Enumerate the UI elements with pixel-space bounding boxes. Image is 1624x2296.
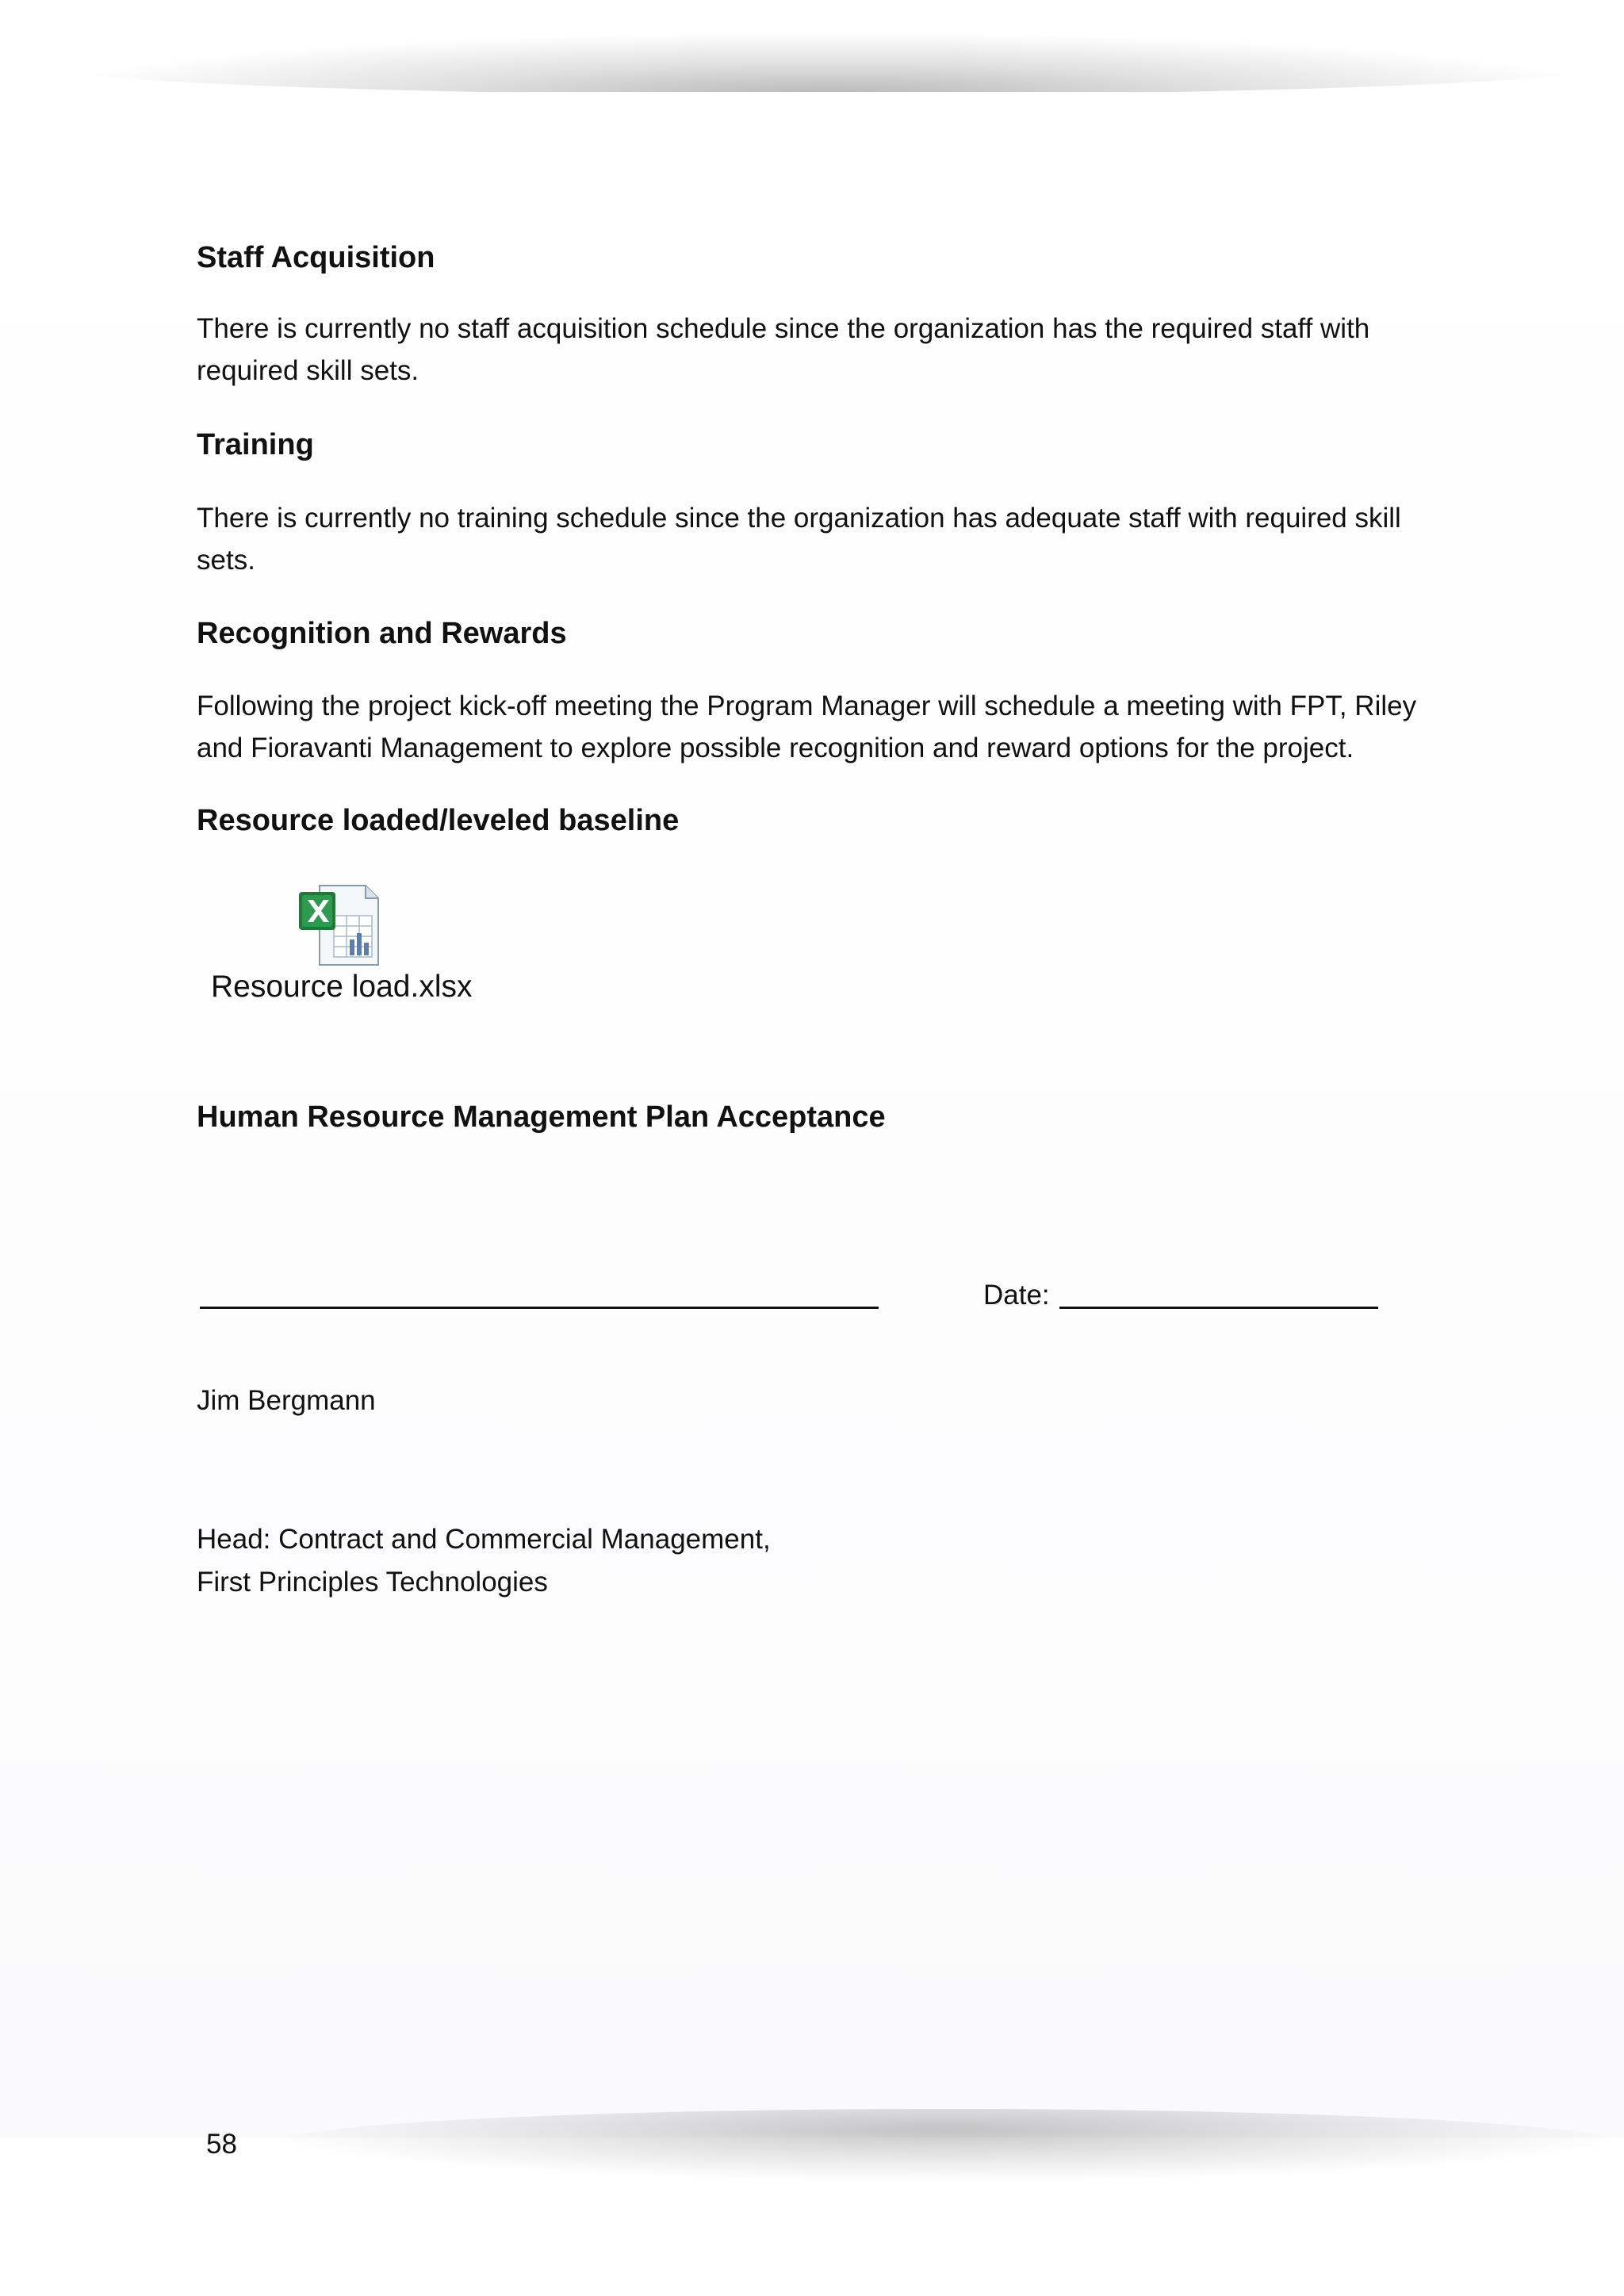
signer-name: Jim Bergmann <box>197 1385 376 1416</box>
paragraph-line: Following the project kick-off meeting the Program Manager will schedule a meeting with FPT, Riley <box>197 691 1417 721</box>
paragraph-line: sets. <box>197 545 255 576</box>
signer-title: Head: Contract and Commercial Management, <box>197 1524 771 1555</box>
paragraph-line: required skill sets. <box>197 355 419 386</box>
paragraph-staff-acquisition <box>197 308 1434 392</box>
heading-recognition-rewards: Recognition and Rewards <box>197 617 567 650</box>
page-number: 58 <box>206 2129 237 2160</box>
date-line <box>1059 1307 1378 1309</box>
attachment-file-name[interactable]: Resource load.xlsx <box>211 970 473 1004</box>
heading-staff-acquisition: Staff Acquisition <box>197 241 435 274</box>
paragraph-training <box>197 497 1434 581</box>
paragraph-recognition-rewards <box>197 685 1434 769</box>
paragraph-line: and Fioravanti Management to explore possible recognition and reward options for the project. <box>197 733 1354 763</box>
paragraph-line: There is currently no training schedule since the organization has adequate staff with required skill <box>197 503 1401 534</box>
excel-file-icon <box>296 882 383 970</box>
heading-resource-baseline: Resource loaded/leveled baseline <box>197 804 680 837</box>
heading-training: Training <box>197 428 314 461</box>
signature-line <box>200 1307 879 1309</box>
heading-plan-acceptance: Human Resource Management Plan Acceptance <box>197 1100 886 1134</box>
page-bottom-shadow <box>270 2109 1624 2180</box>
signer-organization: First Principles Technologies <box>197 1567 548 1598</box>
page-top-shadow <box>32 32 1624 95</box>
date-label: Date: <box>983 1280 1050 1311</box>
paragraph-line: There is currently no staff acquisition schedule since the organization has the required staff with <box>197 313 1370 344</box>
